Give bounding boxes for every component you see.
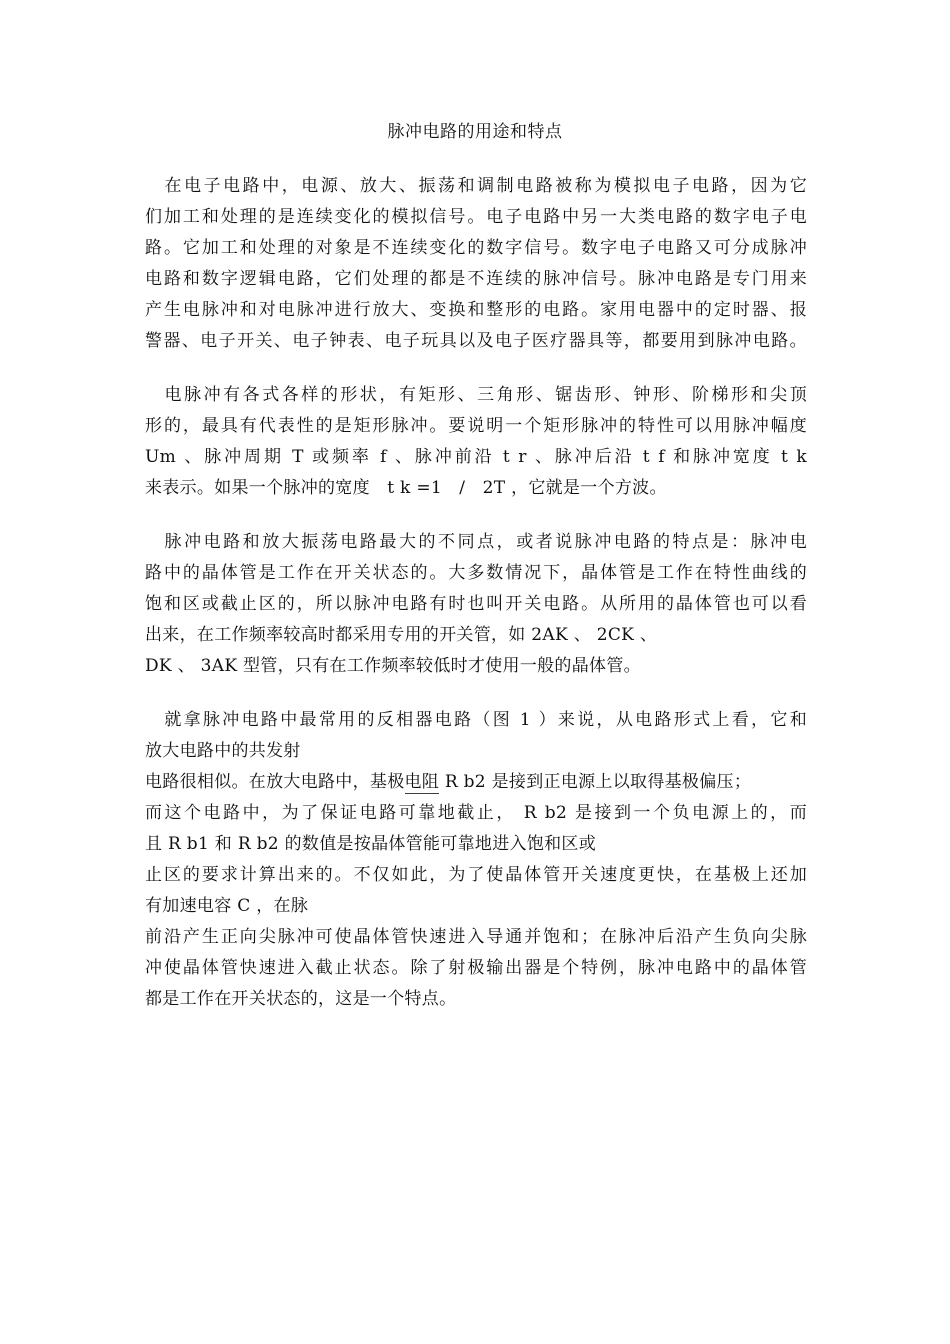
paragraph-4-line-5: 且 R b1 和 R b2 的数值是按晶体管能可靠地进入饱和区或 xyxy=(145,834,597,854)
paragraph-4-line-9: 冲使晶体管快速进入截止状态。除了射极输出器是个特例，脉冲电路中的晶体管 xyxy=(145,958,807,978)
paragraph-2-line-4: 来表示。如果一个脉冲的宽度 t k =1 / 2T ，它就是一个方波。 xyxy=(145,478,667,498)
paragraph-3-line-1: 脉冲电路和放大振荡电路最大的不同点，或者说脉冲电路的特点是：脉冲电 xyxy=(145,532,807,552)
paragraph-2-line-1: 电脉冲有各式各样的形状，有矩形、三角形、锯齿形、钟形、阶梯形和尖顶 xyxy=(145,385,807,405)
link-line-after: R b2 是接到正电源上以取得基极偏压； xyxy=(439,772,752,792)
paragraph-1-line-2: 们加工和处理的是连续变化的模拟信号。电子电路中另一大类电路的数字电子电 xyxy=(145,207,807,227)
paragraph-4-line-2: 放大电路中的共发射 xyxy=(145,741,301,761)
paragraph-1-line-4: 电路和数字逻辑电路，它们处理的都是不连续的脉冲信号。脉冲电路是专门用来 xyxy=(145,269,807,289)
paragraph-4-line-1: 就拿脉冲电路中最常用的反相器电路（图 1 ）来说，从电路形式上看，它和 xyxy=(145,710,807,730)
paragraph-1-line-3: 路。它加工和处理的对象是不连续变化的数字信号。数字电子电路又可分成脉冲 xyxy=(145,238,807,258)
paragraph-1-line-1: 在电子电路中，电源、放大、振荡和调制电路被称为模拟电子电路，因为它 xyxy=(145,176,807,196)
paragraph-4-line-8: 前沿产生正向尖脉冲可使晶体管快速进入导通并饱和；在脉冲后沿产生负向尖脉 xyxy=(145,927,807,947)
paragraph-2-line-2: 形的，最具有代表性的是矩形脉冲。要说明一个矩形脉冲的特性可以用脉冲幅度 xyxy=(145,416,807,436)
paragraph-4-line-4: 而这个电路中，为了保证电路可靠地截止， R b2 是接到一个负电源上的，而 xyxy=(145,803,807,823)
paragraph-4-line-3 xyxy=(145,771,751,793)
paragraph-2-line-3: Um 、脉冲周期 T 或频率 f 、脉冲前沿 t r 、脉冲后沿 t f 和脉冲宽度 t k xyxy=(145,447,807,467)
document-title: 脉冲电路的用途和特点 xyxy=(387,122,563,142)
paragraph-3-line-4: 出来，在工作频率较高时都采用专用的开关管，如 2AK 、 2CK 、 xyxy=(145,625,658,645)
paragraph-1-line-5: 产生电脉冲和对电脉冲进行放大、变换和整形的电路。家用电器中的定时器、报 xyxy=(145,300,807,320)
paragraph-4-line-6: 止区的要求计算出来的。不仅如此，为了使晶体管开关速度更快，在基极上还加 xyxy=(145,865,807,885)
resistor-link[interactable]: 电阻 xyxy=(404,772,440,792)
paragraph-3-line-3: 饱和区或截止区的，所以脉冲电路有时也叫开关电路。从所用的晶体管也可以看 xyxy=(145,594,807,614)
paragraph-3-line-2: 路中的晶体管是工作在开关状态的。大多数情况下，晶体管是工作在特性曲线的 xyxy=(145,563,807,583)
paragraph-4-line-7: 有加速电容 C ，在脉 xyxy=(145,896,309,916)
paragraph-4-line-10: 都是工作在开关状态的，这是一个特点。 xyxy=(145,989,457,1009)
paragraph-3-line-5: DK 、 3AK 型管，只有在工作频率较低时才使用一般的晶体管。 xyxy=(145,656,641,676)
link-line-before: 电路很相似。在放大电路中，基极 xyxy=(145,772,405,792)
paragraph-1-line-6: 警器、电子开关、电子钟表、电子玩具以及电子医疗器具等，都要用到脉冲电路。 xyxy=(145,331,807,351)
